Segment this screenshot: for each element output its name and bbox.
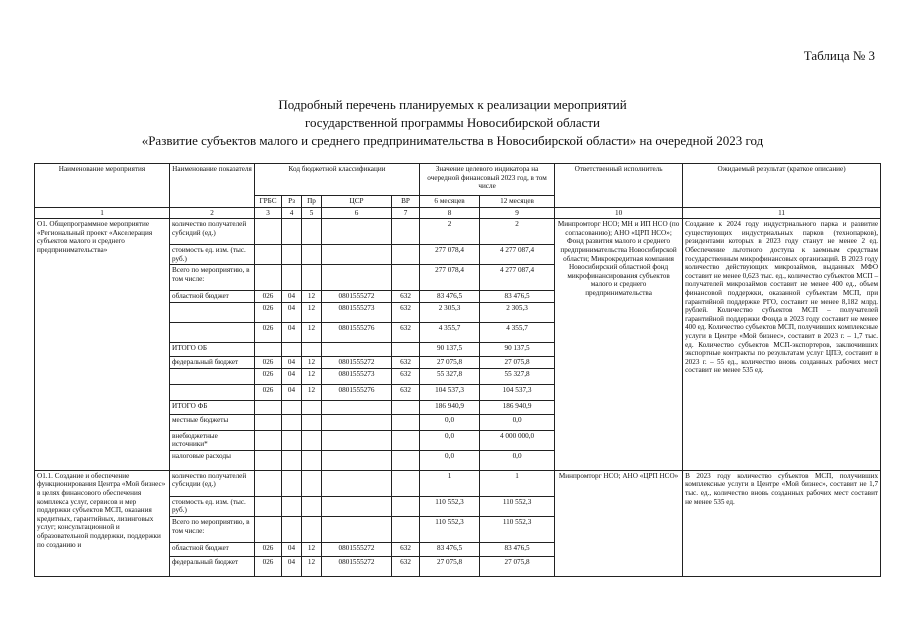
value-6-months: 90 137,5: [420, 342, 480, 356]
indicator-name: областной бюджет: [170, 542, 255, 556]
title-line-2: государственной программы Новосибирской области: [304, 115, 601, 130]
indicator-name: местные бюджеты: [170, 414, 255, 430]
value-12-months: 0,0: [480, 450, 555, 470]
header-grbs: ГРБС: [255, 196, 282, 208]
value-6-months: 2: [420, 219, 480, 245]
events-table: [34, 163, 881, 577]
value-6-months: 83 476,5: [420, 291, 480, 303]
col-number: 3: [255, 207, 282, 219]
value-6-months: 0,0: [420, 430, 480, 450]
col-number: 6: [322, 207, 392, 219]
rz-code: 04: [282, 556, 302, 576]
grbs-code: 026: [255, 542, 282, 556]
table-number: Таблица № 3: [803, 48, 875, 63]
col-number: 8: [420, 207, 480, 219]
csr-code: 0801555273: [322, 368, 392, 384]
indicator-name: Всего по мероприятию, в том числе:: [170, 265, 255, 291]
value-6-months: 1: [420, 470, 480, 496]
indicator-name: федеральный бюджет: [170, 356, 255, 368]
csr-code: 0801555272: [322, 356, 392, 368]
value-6-months: 55 327,8: [420, 368, 480, 384]
expected-result: Создание к 2024 году индустриального парка и развитие существующих индустриальных парков (технопарков), резидентами которых в 2023 году станут не менее 2 ед. Обеспечение льготного доступа к заемным средствам государственным микрофинансовых организаций. В 2023 году количество действующих микрозаймов, выданных МФО составит не менее 0,623 тыс. ед., количество субъектов МСП – получателей микрозаймов составит не менее 400 ед., объем финансовой поддержки, оказанной субъектам МСП, при гарантийной поддержке РГО, составит не менее 8,182 млрд. рублей. Количество субъектов МСП – получателей гарантийной поддержки Фонда в 2023 году составит не менее 400 ед. Количество субъектов МСП, получивших комплексные услуги в Центре «Мой бизнес», составит в 2023 г. – 1,7 тыс. ед. Количество субъектов МСП-экспортеров, заключивших экспортные контракты по результатам услуг ЦПЭ, составит в 2023 г. – 55 ед., количество вновь созданных рабочих мест составит не менее 535 ед.: [683, 219, 881, 471]
value-6-months: 104 537,3: [420, 384, 480, 400]
table-row: [35, 470, 881, 496]
csr-code: 0801555276: [322, 384, 392, 400]
vr-code: 632: [392, 322, 420, 342]
value-12-months: 83 476,5: [480, 542, 555, 556]
value-12-months: 27 075,8: [480, 356, 555, 368]
header-result: Ожидаемый результат (краткое описание): [683, 164, 881, 208]
pr-code: 12: [302, 368, 322, 384]
grbs-code: 026: [255, 368, 282, 384]
indicator-name: внебюджетные источники*: [170, 430, 255, 450]
pr-code: 12: [302, 556, 322, 576]
rz-code: 04: [282, 302, 302, 322]
csr-code: 0801555273: [322, 302, 392, 322]
pr-code: 12: [302, 302, 322, 322]
indicator-name: федеральный бюджет: [170, 556, 255, 576]
vr-code: 632: [392, 356, 420, 368]
header-6-months: 6 месяцев: [420, 196, 480, 208]
value-6-months: 27 075,8: [420, 356, 480, 368]
value-12-months: 2 305,3: [480, 302, 555, 322]
value-12-months: 4 000 000,0: [480, 430, 555, 450]
value-12-months: 186 940,9: [480, 400, 555, 414]
pr-code: 12: [302, 291, 322, 303]
value-6-months: 186 940,9: [420, 400, 480, 414]
table-row: [35, 219, 881, 245]
rz-code: 04: [282, 542, 302, 556]
vr-code: 632: [392, 384, 420, 400]
header-target-value: Значение целевого индикатора на очередной финансовый 2023 год, в том числе: [420, 164, 555, 196]
title-line-1: Подробный перечень планируемых к реализации мероприятий: [278, 97, 627, 112]
grbs-code: 026: [255, 384, 282, 400]
header-executor: Ответственный исполнитель: [555, 164, 683, 208]
grbs-code: 026: [255, 556, 282, 576]
csr-code: 0801555272: [322, 556, 392, 576]
value-12-months: 0,0: [480, 414, 555, 430]
executor: Минпромторг НСО; АНО «ЦРП НСО»: [555, 470, 683, 576]
grbs-code: 026: [255, 291, 282, 303]
header-csr: ЦСР: [322, 196, 392, 208]
event-name: О1. Общепрограммное мероприятие «Региональный проект «Акселерация субъектов малого и среднего предпринимательства»: [35, 219, 170, 471]
indicator-name: областной бюджет: [170, 291, 255, 303]
value-12-months: 4 277 087,4: [480, 265, 555, 291]
rz-code: 04: [282, 384, 302, 400]
header-vr: ВР: [392, 196, 420, 208]
indicator-name: количество получателей субсидий (ед.): [170, 219, 255, 245]
value-12-months: 27 075,8: [480, 556, 555, 576]
vr-code: 632: [392, 542, 420, 556]
value-12-months: 1: [480, 470, 555, 496]
value-12-months: 90 137,5: [480, 342, 555, 356]
value-6-months: 4 355,7: [420, 322, 480, 342]
header-12-months: 12 месяцев: [480, 196, 555, 208]
rz-code: 04: [282, 322, 302, 342]
value-12-months: 110 552,3: [480, 496, 555, 516]
grbs-code: 026: [255, 322, 282, 342]
vr-code: 632: [392, 556, 420, 576]
value-6-months: 0,0: [420, 414, 480, 430]
indicator-name: стоимость ед. изм. (тыс. руб.): [170, 496, 255, 516]
header-budget-code: Код бюджетной классификации: [255, 164, 420, 196]
vr-code: 632: [392, 302, 420, 322]
rz-code: 04: [282, 356, 302, 368]
title-line-3: «Развитие субъектов малого и среднего предпринимательства в Новосибирской области» на очередной 2023 год: [141, 133, 764, 148]
value-6-months: 27 075,8: [420, 556, 480, 576]
header-event: Наименование мероприятия: [35, 164, 170, 208]
column-number-row: [35, 207, 881, 219]
header-row: [35, 164, 881, 196]
value-6-months: 83 476,5: [420, 542, 480, 556]
header-rz: Рз: [282, 196, 302, 208]
rz-code: 04: [282, 368, 302, 384]
grbs-code: 026: [255, 356, 282, 368]
executor: Минпромторг НСО; МН и ИП НСО (по согласованию); АНО «ЦРП НСО»; Фонд развития малого и среднего предпринимательства Новосибирской области; Микрокредитная компания Новосибирский областной фонд микрофинансирования субъектов малого и среднего предпринимательства: [555, 219, 683, 471]
document-title: [0, 96, 905, 150]
indicator-name: стоимость ед. изм. (тыс. руб.): [170, 245, 255, 265]
expected-result: В 2023 году количество субъектов МСП, получивших комплексные услуги в Центре «Мой бизнес», составит не 1,7 тыс. ед., количество вновь созданных рабочих мест составит не менее 535 ед.: [683, 470, 881, 576]
header-indicator: Наименование показателя: [170, 164, 255, 208]
csr-code: 0801555272: [322, 291, 392, 303]
csr-code: 0801555276: [322, 322, 392, 342]
rz-code: 04: [282, 291, 302, 303]
csr-code: 0801555272: [322, 542, 392, 556]
col-number: 1: [35, 207, 170, 219]
pr-code: 12: [302, 542, 322, 556]
col-number: 2: [170, 207, 255, 219]
col-number: 10: [555, 207, 683, 219]
value-12-months: 110 552,3: [480, 516, 555, 542]
indicator-name: количество получателей субсидии (ед.): [170, 470, 255, 496]
value-6-months: 277 078,4: [420, 245, 480, 265]
indicator-name: налоговые расходы: [170, 450, 255, 470]
vr-code: 632: [392, 291, 420, 303]
col-number: 7: [392, 207, 420, 219]
value-12-months: 55 327,8: [480, 368, 555, 384]
col-number: 5: [302, 207, 322, 219]
header-pr: Пр: [302, 196, 322, 208]
value-12-months: 83 476,5: [480, 291, 555, 303]
pr-code: 12: [302, 322, 322, 342]
event-name: О1.1. Создание и обеспечение функционирования Центра «Мой бизнес» в целях финансового обеспечения комплекса услуг, сервисов и мер поддержки субъектов МСП, оказания кредитных, гарантийных, лизинговых услуг; консультационной и образовательной поддержки, поддержки по созданию и: [35, 470, 170, 576]
pr-code: 12: [302, 384, 322, 400]
value-12-months: 4 355,7: [480, 322, 555, 342]
grbs-code: 026: [255, 302, 282, 322]
indicator-name: ИТОГО ОБ: [170, 342, 255, 356]
pr-code: 12: [302, 356, 322, 368]
indicator-name: ИТОГО ФБ: [170, 400, 255, 414]
value-12-months: 4 277 087,4: [480, 245, 555, 265]
value-6-months: 110 552,3: [420, 496, 480, 516]
col-number: 9: [480, 207, 555, 219]
value-6-months: 2 305,3: [420, 302, 480, 322]
value-6-months: 110 552,3: [420, 516, 480, 542]
col-number: 4: [282, 207, 302, 219]
value-12-months: 104 537,3: [480, 384, 555, 400]
value-6-months: 277 078,4: [420, 265, 480, 291]
col-number: 11: [683, 207, 881, 219]
vr-code: 632: [392, 368, 420, 384]
value-12-months: 2: [480, 219, 555, 245]
value-6-months: 0,0: [420, 450, 480, 470]
indicator-name: Всего по мероприятию, в том числе:: [170, 516, 255, 542]
